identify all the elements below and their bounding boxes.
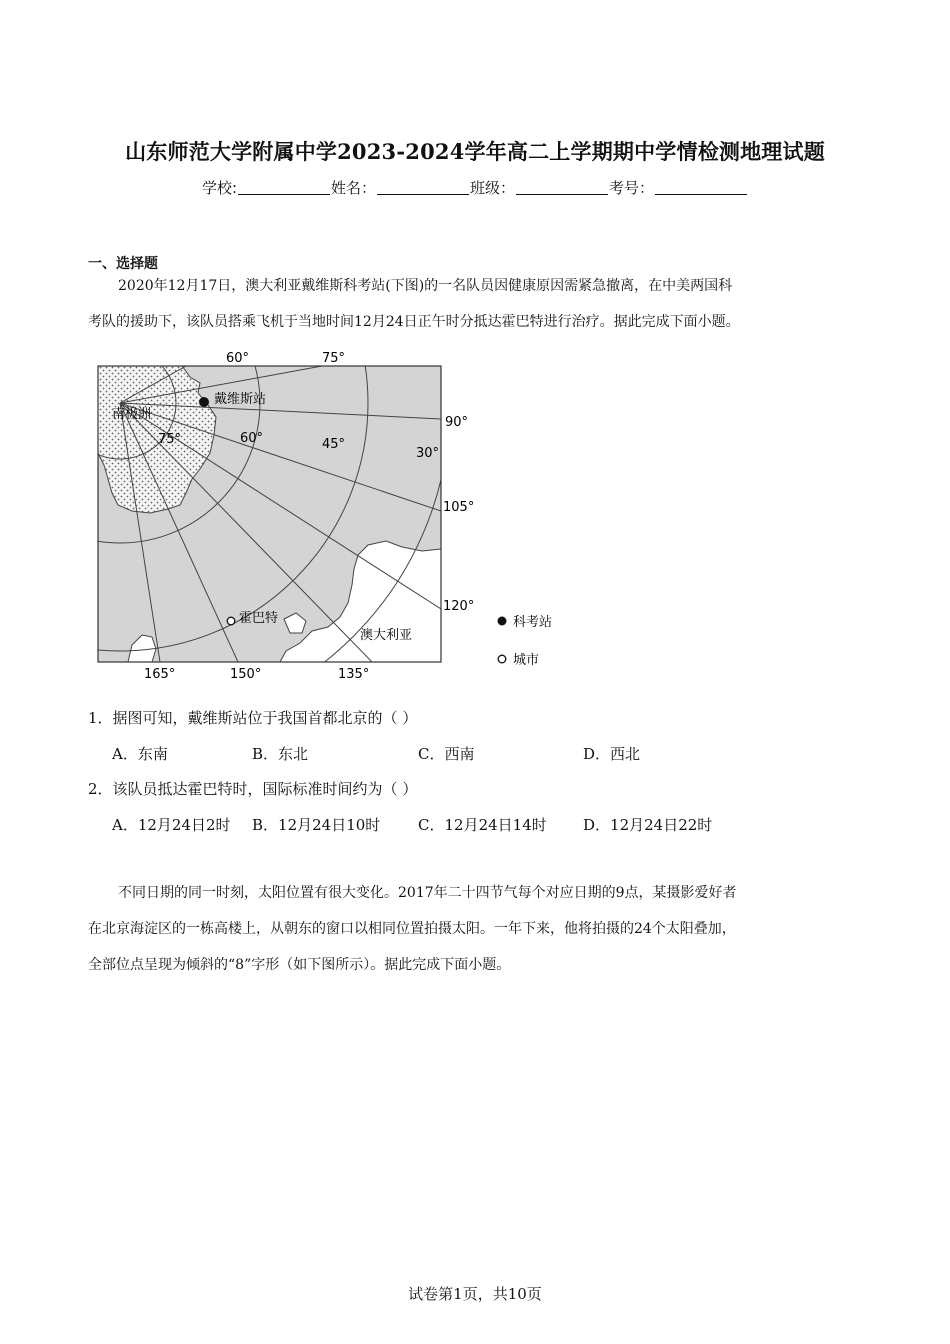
lat-75-label: 75° (158, 432, 182, 447)
name-label: 姓名： (331, 179, 377, 197)
davis-station-marker (199, 397, 209, 407)
lon-135-label: 135° (338, 667, 370, 682)
question-1-option-c[interactable]: C．西南 (418, 745, 475, 763)
page-footer: 试卷第1页，共10页 (408, 1285, 542, 1303)
antarctica-map (90, 345, 570, 685)
question-2-option-d[interactable]: D．12月24日22时 (583, 816, 713, 834)
davis-label: 戴维斯站 (214, 392, 267, 407)
lon-165-label: 165° (144, 667, 176, 682)
legend-city-icon (498, 655, 506, 663)
lon-75-label: 75° (322, 351, 346, 366)
id-label: 考号： (609, 179, 655, 197)
lat-30-label: 30° (416, 446, 440, 461)
lon-120-label: 120° (443, 599, 475, 614)
page-title: 山东师范大学附属中学2023-2024学年高二上学期期中学情检测地理试题 (125, 139, 825, 164)
question-2-stem: 2．该队员抵达霍巴特时，国际标准时间约为（ ） (88, 780, 418, 798)
lon-60-label: 60° (226, 351, 250, 366)
hobart-marker (227, 617, 235, 625)
passage-1 (88, 268, 860, 340)
school-blank[interactable] (238, 180, 330, 195)
question-1-option-a[interactable]: A．东南 (112, 745, 168, 763)
class-label: 班级： (470, 179, 516, 197)
passage-2-line-3: 全部位点呈现为倾斜的“8”字形（如下图所示）。据此完成下面小题。 (88, 957, 511, 973)
legend-station-label: 科考站 (513, 615, 553, 630)
lat-45-label: 45° (322, 437, 346, 452)
passage-1-line-2: 考队的援助下，该队员搭乘飞机于当地时间12月24日正午时分抵达霍巴特进行治疗。据此完成下面小题。 (88, 314, 740, 330)
australia-label: 澳大利亚 (360, 628, 413, 643)
school-label: 学校: (201, 179, 237, 197)
section-heading: 一、选择题 (88, 256, 158, 272)
question-2-option-a[interactable]: A．12月24日2时 (112, 816, 231, 834)
lat-60-label: 60° (240, 431, 264, 446)
question-2-option-b[interactable]: B．12月24日10时 (252, 816, 381, 834)
question-2-option-c[interactable]: C．12月24日14时 (418, 816, 547, 834)
passage-1-line-1: 2020年12月17日，澳大利亚戴维斯科考站(下图)的一名队员因健康原因需紧急撤离，在中美两国科 (118, 278, 733, 294)
passage-2-line-1: 不同日期的同一时刻，太阳位置有很大变化。2017年二十四节气每个对应日期的9点，某摄影爱好者 (118, 885, 737, 901)
student-info-line (0, 177, 950, 198)
hobart-label: 霍巴特 (239, 611, 279, 626)
legend-station-icon (498, 617, 507, 626)
lon-90-label: 90° (445, 415, 469, 430)
passage-2-line-2: 在北京海淀区的一栋高楼上，从朝东的窗口以相同位置拍摄太阳。一年下来，他将拍摄的24个太阳叠加， (88, 921, 736, 937)
lon-150-label: 150° (230, 667, 262, 682)
class-blank[interactable] (516, 180, 608, 195)
name-blank[interactable] (377, 180, 469, 195)
id-blank[interactable] (655, 180, 747, 195)
legend-city-label: 城市 (513, 653, 540, 668)
lon-105-label: 105° (443, 500, 475, 515)
question-1-stem: 1．据图可知，戴维斯站位于我国首都北京的（ ） (88, 709, 418, 727)
question-1-option-d[interactable]: D．西北 (583, 745, 641, 763)
passage-2 (88, 875, 860, 983)
antarctica-label: 南极洲 (112, 407, 152, 422)
question-1-option-b[interactable]: B．东北 (252, 745, 309, 763)
